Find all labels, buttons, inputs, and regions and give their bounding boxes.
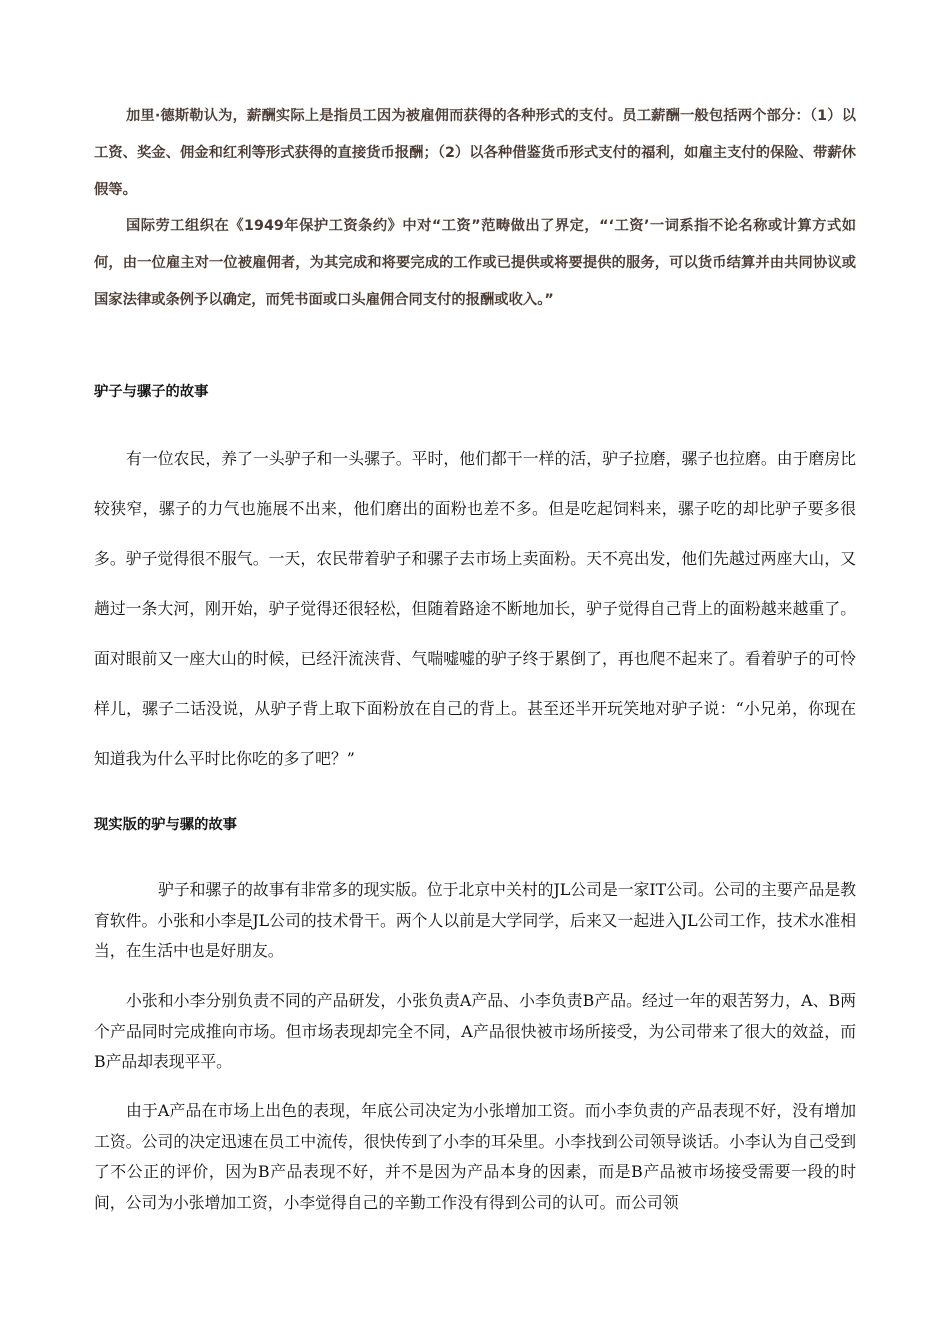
real-story-paragraph-3: 由于A产品在市场上出色的表现，年底公司决定为小张增加工资。而小李负责的产品表现不好，没有增加工资。公司的决定迅速在员工中流传，很快传到了小李的耳朵里。小李找到公司领导谈话。小李认为自己受到了不公正的评价，因为B产品表现不好，并不是因为产品本身的因素，而是B产品被市场接受需要一段的时间，公司为小张增加工资，小李觉得自己的辛勤工作没有得到公司的认可。而公司领	[94, 1101, 856, 1212]
real-story-paragraph-2: 小张和小李分别负责不同的产品研发，小张负责A产品、小李负责B产品。经过一年的艰苦努力，A、B两个产品同时完成推向市场。但市场表现却完全不同，A产品很快被市场所接受，为公司带来了很大的效益，而B产品却表现平平。	[94, 991, 856, 1071]
section-heading-real-version: 现实版的驴与骡的故事	[94, 817, 237, 833]
intro-paragraph-1: 加里·德斯勒认为，薪酬实际上是指员工因为被雇佣而获得的各种形式的支付。员工薪酬一般包括两个部分：（1）以工资、奖金、佣金和红利等形式获得的直接货币报酬；（2）以各种借鉴货币形式支付的福利，如雇主支付的保险、带薪休假等。	[94, 108, 856, 198]
story-paragraph: 有一位农民，养了一头驴子和一头骡子。平时，他们都干一样的活，驴子拉磨，骡子也拉磨。由于磨房比较狭窄，骡子的力气也施展不出来，他们磨出的面粉也差不多。但是吃起饲料来，骡子吃的却比驴子要多很多。驴子觉得很不服气。一天，农民带着驴子和骡子去市场上卖面粉。天不亮出发，他们先越过两座大山，又趟过一条大河，刚开始，驴子觉得还很轻松，但随着路途不断地加长，驴子觉得自己背上的面粉越来越重了。面对眼前又一座大山的时候，已经汗流浃背、气喘嘘嘘的驴子终于累倒了，再也爬不起来了。看着驴子的可怜样儿，骡子二话没说，从驴子背上取下面粉放在自己的背上。甚至还半开玩笑地对驴子说：“小兄弟，你现在知道我为什么平时比你吃的多了吧？”	[94, 449, 856, 768]
section-heading-donkey-mule: 驴子与骡子的故事	[94, 384, 209, 400]
real-story-paragraph-1: 驴子和骡子的故事有非常多的现实版。位于北京中关村的JL公司是一家IT公司。公司的主要产品是教育软件。小张和小李是JL公司的技术骨干。两个人以前是大学同学，后来又一起进入JL公司工作，技术水准相当，在生活中也是好朋友。	[94, 880, 856, 960]
intro-paragraph-2: 国际劳工组织在《1949年保护工资条约》中对“工资”范畴做出了界定，“‘工资’一词系指不论名称或计算方式如何，由一位雇主对一位被雇佣者，为其完成和将要完成的工作或已提供或将要提供的服务，可以货币结算并由共同协议或国家法律或条例予以确定，而凭书面或口头雇佣合同支付的报酬或收入。”	[94, 218, 856, 308]
